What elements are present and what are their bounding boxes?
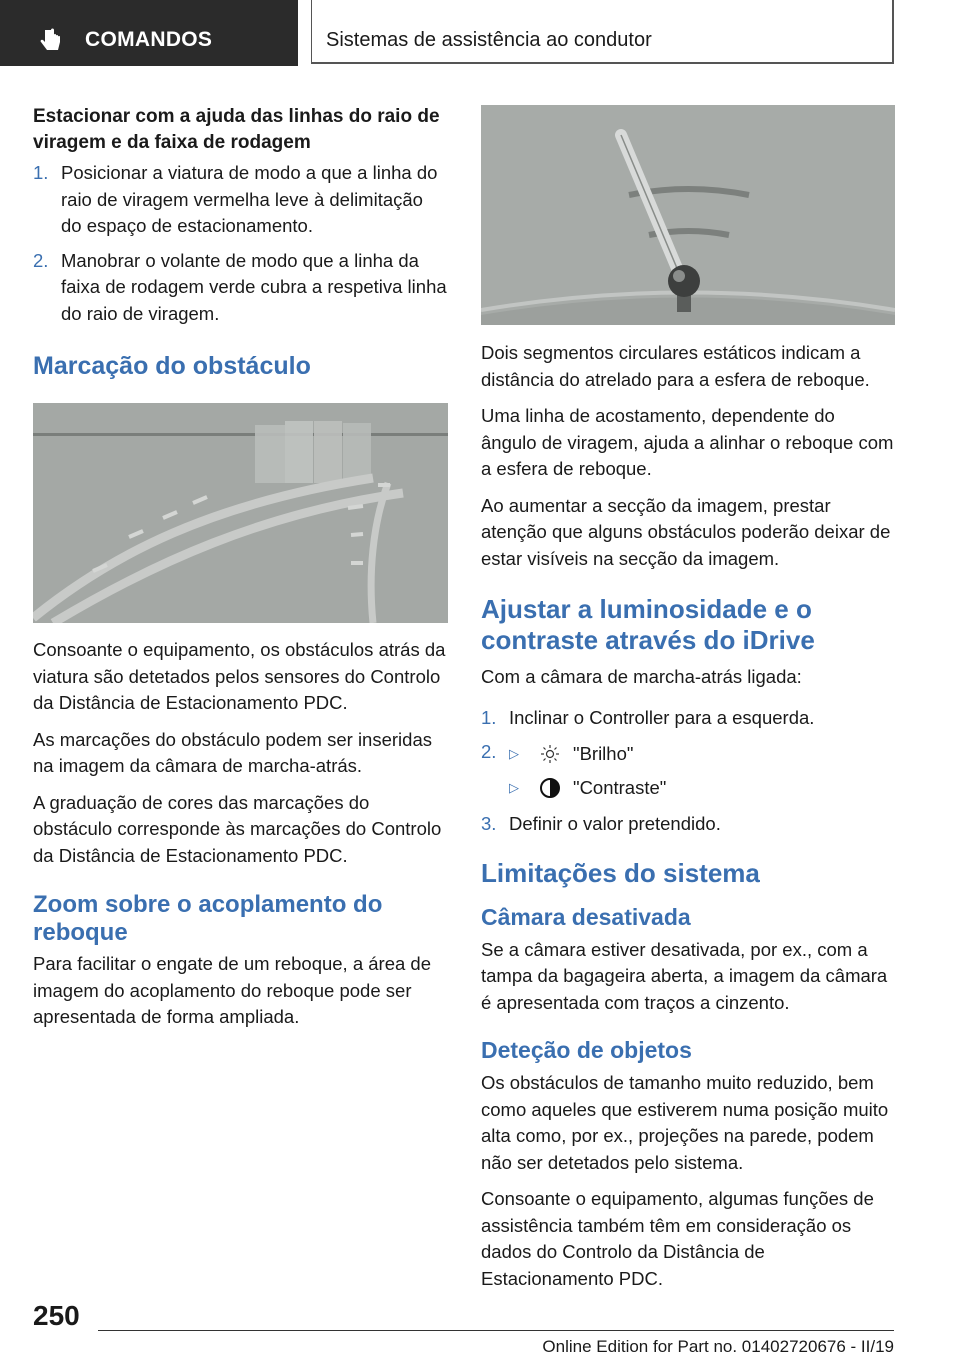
paragraph: Ao aumentar a secção da imagem, prestar atenção que alguns obstáculos poderão deixar de estar visíveis na secção da imagem.: [481, 494, 891, 569]
edition-note: Online Edition for Part no. 01402720676 - II/19: [542, 1337, 894, 1356]
list-item: 1. Posicionar a viatura de modo a que a linha do raio de viragem vermelha leve à delimitação do espaço de estacionamento.: [33, 162, 438, 236]
triangle-bullet-icon: ▷: [509, 745, 519, 761]
left-column: [33, 104, 448, 1041]
paragraph: Consoante o equipamento, algumas funções de assistência também têm em consideração os dados do Controlo da Distância de Estacionamento PDC.: [481, 1188, 874, 1289]
paragraph: As marcações do obstáculo podem ser inseridas na imagem da câmara de marcha-atrás.: [33, 728, 432, 776]
heading-trailer-zoom: Zoom sobre o acoplamento do reboque: [33, 891, 383, 946]
steps-list-left: [33, 160, 448, 327]
brightness-option: ▷ "Brilho": [509, 739, 895, 769]
heading-system-limits: Limitações do sistema: [481, 857, 760, 888]
brightness-icon: [539, 743, 561, 765]
obstacle-marking-image: [33, 403, 448, 623]
paragraph: Com a câmara de marcha-atrás ligada:: [481, 666, 802, 687]
paragraph: Se a câmara estiver desativada, por ex., com a tampa da bagageira aberta, a imagem da câmara é apresentada com traços a cinzento.: [481, 938, 888, 1013]
paragraph: Dois segmentos circulares estáticos indicam a distância do atrelado para a esfera de reboque.: [481, 342, 870, 390]
heading-turning-lines: Estacionar com a ajuda das linhas do raio de viragem e da faixa de rodagem: [33, 106, 440, 153]
list-item: 2. ▷ "Brilho" ▷ "Contraste": [481, 739, 895, 803]
footer-divider: [98, 1330, 894, 1331]
section-header: [311, 0, 894, 64]
section-title: Sistemas de assistência ao condutor: [326, 29, 652, 51]
steps-list-right: [481, 705, 895, 838]
heading-obstacle-marking: Marcação do obstáculo: [33, 352, 311, 380]
chapter-label: COMANDOS: [85, 28, 213, 51]
contrast-option: ▷ "Contraste": [509, 773, 895, 803]
heading-camera-disabled: Câmara desativada: [481, 903, 691, 930]
heading-object-detection: Deteção de objetos: [481, 1037, 692, 1063]
triangle-bullet-icon: ▷: [509, 779, 519, 795]
hand-pointer-icon: [40, 28, 64, 54]
trailer-hitch-image: [481, 105, 895, 325]
list-item: 2. Manobrar o volante de modo que a linha da faixa de rodagem verde cubra a respetiva linha do raio de viragem.: [33, 249, 447, 324]
paragraph: Para facilitar o engate de um reboque, a área de imagem do acoplamento do reboque pode ser apresentada de forma ampliada.: [33, 953, 432, 1027]
list-item: 1. Inclinar o Controller para a esquerda.: [481, 706, 815, 728]
paragraph: Consoante o equipamento, os obstáculos atrás da viatura são detetados pelos sensores do Controlo da Distância de Estacionamento PDC.: [33, 639, 446, 713]
page-number: 250: [33, 1300, 80, 1331]
chapter-tab: [0, 0, 298, 66]
paragraph: A graduação de cores das marcações do obstáculo corresponde às marcações do Controlo da Distância de Estacionamento PDC.: [33, 791, 442, 866]
paragraph: Uma linha de acostamento, dependente do ângulo de viragem, ajuda a alinhar o reboque com a esfera de reboque.: [481, 405, 894, 479]
heading-brightness-contrast: Ajustar a luminosidade e o contraste através do iDrive: [481, 594, 815, 655]
right-column: [481, 340, 895, 1302]
list-item: 3. Definir o valor pretendido.: [481, 813, 721, 834]
contrast-icon: [539, 777, 561, 799]
paragraph: Os obstáculos de tamanho muito reduzido, bem como aqueles que estiverem numa posição muito alta como, por ex., projeções na parede, podem não ser detetados pelo sistema.: [481, 1072, 889, 1173]
